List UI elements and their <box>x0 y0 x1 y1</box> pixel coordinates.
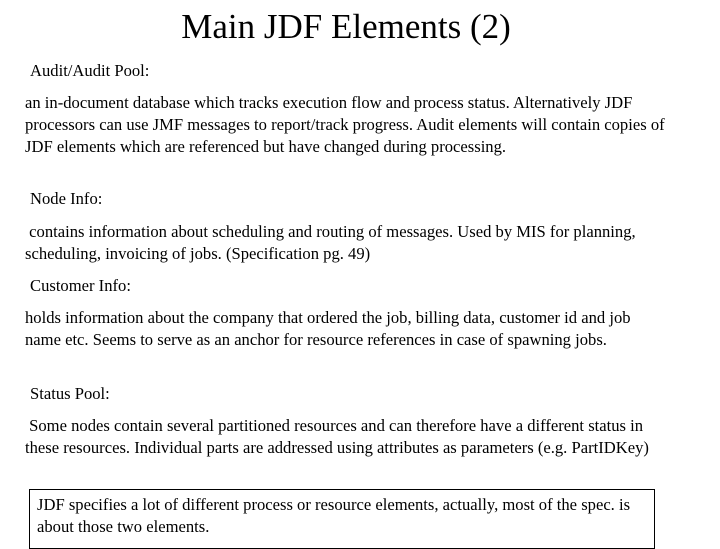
section-text: an in-document database which tracks execution flow and process status. Alternatively JDF processors can use JMF messages to report/track progress. Audit elements will contain copies of JDF elements which are referenced but have changed during processing. <box>25 93 665 156</box>
page-title: Main JDF Elements (2) <box>181 7 511 46</box>
section-status-pool <box>25 383 665 459</box>
note-box <box>29 489 655 549</box>
section-label: Status Pool: <box>30 384 110 403</box>
section-label: Customer Info: <box>30 276 131 295</box>
section-node-info <box>25 188 665 265</box>
section-text: contains information about scheduling and routing of messages. Used by MIS for planning, scheduling, invoicing of jobs. (Specification pg. 49) <box>25 222 640 263</box>
section-text: Some nodes contain several partitioned resources and can therefore have a different status in these resources. Individual parts are addressed using attributes as parameters (e.g. PartIDKey) <box>25 416 649 457</box>
section-text: holds information about the company that ordered the job, billing data, customer id and job name etc. Seems to serve as an anchor for resource references in case of spawning jobs. <box>25 308 631 349</box>
note-text: JDF specifies a lot of different process or resource elements, actually, most of the spec. is about those two elements. <box>37 495 631 536</box>
section-label: Audit/Audit Pool: <box>30 61 150 80</box>
section-label: Node Info: <box>30 189 103 208</box>
section-customer-info <box>25 275 665 351</box>
section-audit-pool <box>25 60 665 158</box>
